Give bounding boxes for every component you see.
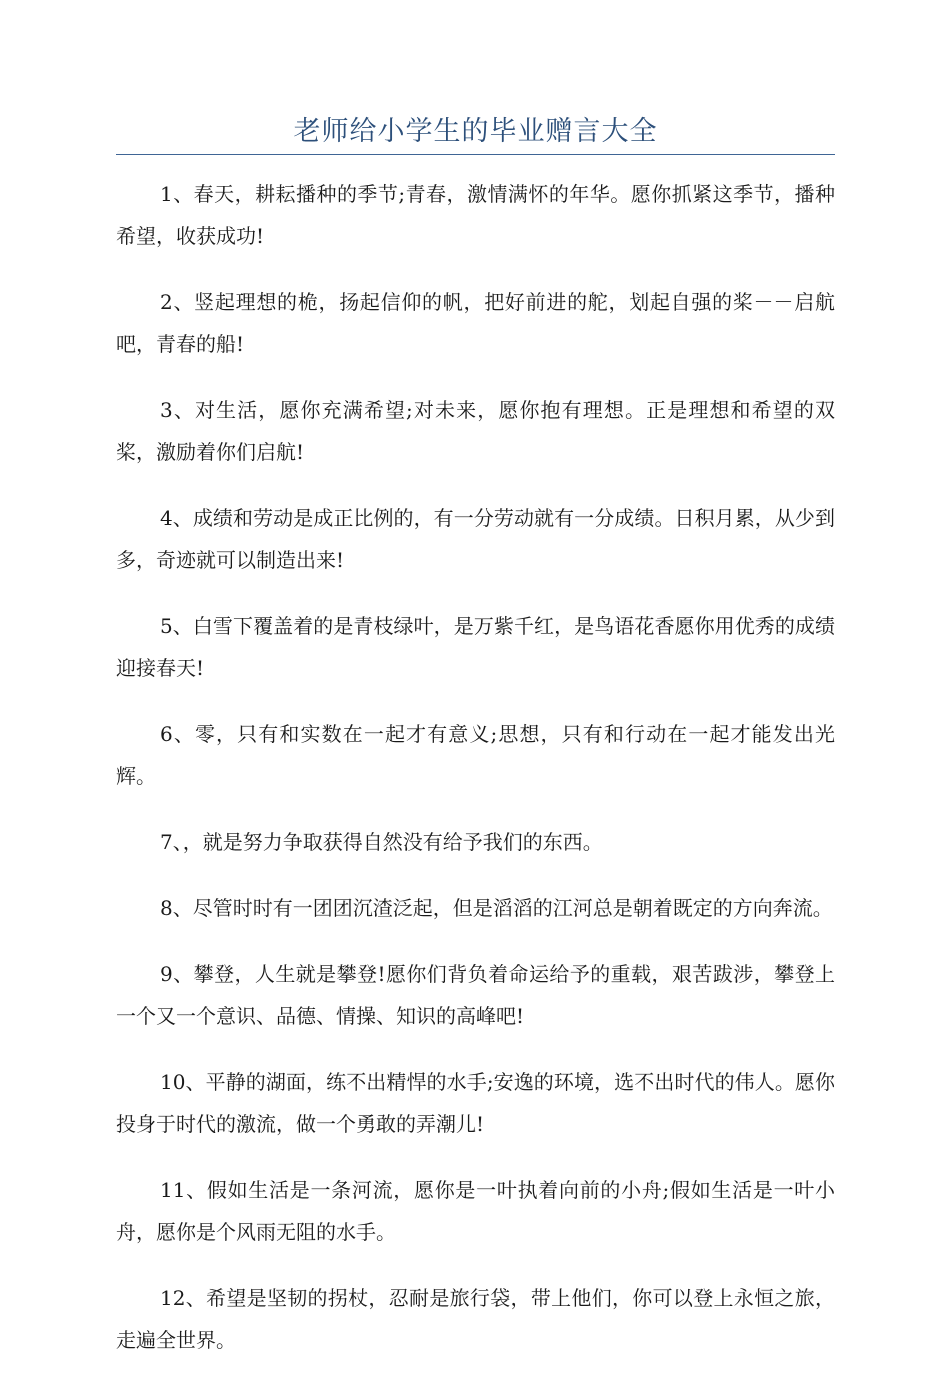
paragraph-4: 4、成绩和劳动是成正比例的，有一分劳动就有一分成绩。日积月累，从少到多，奇迹就可以制造出来! [116,506,835,572]
title-underline [116,154,835,155]
paragraph-1: 1、春天，耕耘播种的季节;青春，激情满怀的年华。愿你抓紧这季节，播种希望，收获成功! [116,182,835,248]
paragraph-7: 7、，就是努力争取获得自然没有给予我们的东西。 [160,830,603,854]
paragraph-11: 11、假如生活是一条河流，愿你是一叶执着向前的小舟;假如生活是一叶小舟，愿你是个风雨无阻的水手。 [116,1178,835,1244]
paragraph-8: 8、尽管时时有一团团沉渣泛起，但是滔滔的江河总是朝着既定的方向奔流。 [160,896,833,920]
paragraph-12: 12、希望是坚韧的拐杖，忍耐是旅行袋，带上他们，你可以登上永恒之旅，走遍全世界。 [116,1286,835,1352]
paragraph-10: 10、平静的湖面，练不出精悍的水手;安逸的环境，选不出时代的伟人。愿你投身于时代的激流，做一个勇敢的弄潮儿! [116,1070,835,1136]
paragraph-9: 9、攀登，人生就是攀登!愿你们背负着命运给予的重载，艰苦跋涉，攀登上一个又一个意识、品德、情操、知识的高峰吧! [116,962,835,1028]
paragraph-6: 6、零，只有和实数在一起才有意义;思想，只有和行动在一起才能发出光辉。 [116,722,835,788]
paragraph-3: 3、对生活，愿你充满希望;对未来，愿你抱有理想。正是理想和希望的双桨，激励着你们启航! [116,398,835,464]
paragraph-5: 5、白雪下覆盖着的是青枝绿叶，是万紫千红，是鸟语花香愿你用优秀的成绩迎接春天! [116,614,835,680]
document-title: 老师给小学生的毕业赠言大全 [293,116,658,147]
paragraph-2: 2、竖起理想的桅，扬起信仰的帆，把好前进的舵，划起自强的桨－－启航吧，青春的船! [116,290,835,356]
document-body [116,173,835,1385]
